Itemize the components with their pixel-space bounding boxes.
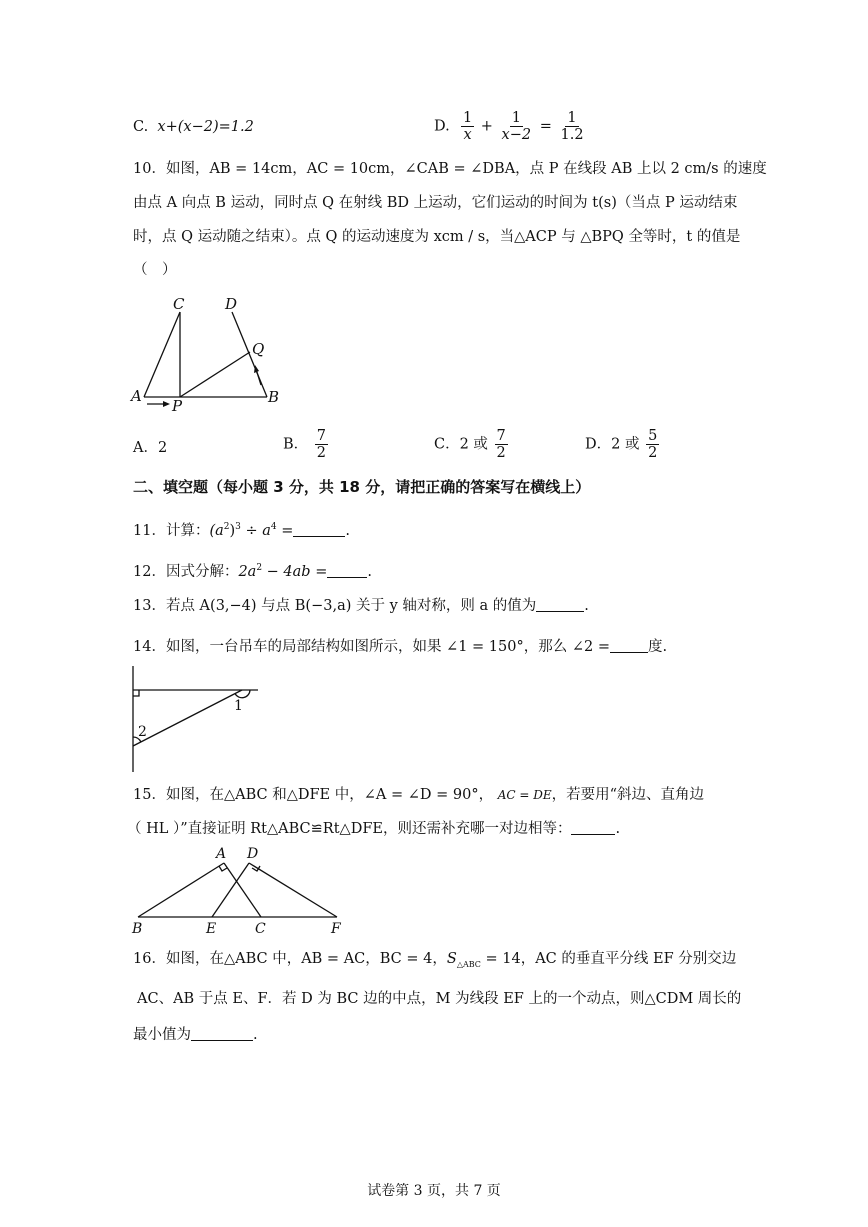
label-b: B <box>132 921 143 937</box>
q16-line-3 <box>133 1024 258 1046</box>
angle-2-label: 2 <box>138 724 147 740</box>
q11-expr: ) <box>229 522 236 539</box>
fraction <box>558 110 585 143</box>
q10-option-b <box>283 428 330 461</box>
label-d: D <box>247 846 259 862</box>
q9-option-d <box>434 110 588 143</box>
q12-expr: 2a <box>238 563 257 580</box>
section-2-title: 二、填空题（每小题 3 分，共 18 分，请把正确的答案写在横线上） <box>133 478 591 496</box>
segment-df <box>249 863 337 917</box>
denominator: 2 <box>648 445 658 461</box>
q10-figure <box>128 290 288 415</box>
label-c: C <box>255 921 266 937</box>
denominator: 1.2 <box>560 127 584 143</box>
q10-line-3: 时，点 Q 运动随之结束）。点 Q 的运动速度为 xcm / s，当△ACP 与 △BPQ 全等时，t 的值是 <box>133 229 741 245</box>
q11-prefix: 11．计算： <box>133 522 210 539</box>
angle-1-label: 1 <box>234 698 243 714</box>
q15-line-1 <box>133 784 704 806</box>
q12 <box>133 557 372 583</box>
q15-figure <box>128 843 348 938</box>
q14 <box>133 636 667 658</box>
option-label: C．2 或 <box>434 436 488 453</box>
q9-option-c-expr: x+(x−2)=1.2 <box>157 119 254 135</box>
numerator: 7 <box>316 428 326 444</box>
q13 <box>133 595 589 617</box>
q15-condition: AC = DE <box>497 788 552 802</box>
q10-line-2: 由点 A 向点 B 运动，同时点 Q 在射线 BD 上运动，它们运动的时间为 t(s)（当点 P 运动结束 <box>133 195 738 211</box>
exponent: 2 <box>223 522 230 532</box>
numerator: 7 <box>496 428 506 444</box>
q15-end: . <box>615 821 621 837</box>
label-c: C <box>173 295 185 313</box>
q9-option-c-label: C. <box>133 119 149 135</box>
angle-1-arc <box>235 690 250 698</box>
q14-text: 14．如图，一台吊车的局部结构如图所示，如果 ∠1 = 150°，那么 ∠2 = <box>133 639 610 655</box>
q13-text: 13．若点 A(3,−4) 与点 B(−3,a) 关于 y 轴对称，则 a 的值为 <box>133 598 537 614</box>
diagonal-beam <box>133 690 242 746</box>
label-d: D <box>225 295 238 313</box>
segment-ac <box>224 863 261 917</box>
q9-option-c <box>133 116 254 138</box>
q13-end: . <box>584 598 589 614</box>
label-b: B <box>268 388 280 406</box>
q16-text: 16．如图，在△ABC 中，AB = AC，BC = 4， <box>133 951 447 967</box>
q16-area-symbol: S <box>446 951 457 967</box>
q10-option-a: A．2 <box>133 440 168 456</box>
denominator: 2 <box>496 445 506 461</box>
q11-expr: (a <box>209 522 224 539</box>
answer-blank[interactable] <box>327 563 367 578</box>
exponent: 4 <box>270 522 277 532</box>
arrow-p-head <box>163 401 170 407</box>
fraction <box>315 428 328 461</box>
q14-end: 度. <box>647 639 668 655</box>
q16-text: = 14，AC 的垂直平分线 EF 分别交边 <box>480 951 737 967</box>
fraction <box>500 110 534 143</box>
label-q: Q <box>252 340 265 358</box>
denominator: x−2 <box>501 127 532 143</box>
answer-blank[interactable] <box>191 1026 253 1041</box>
fraction <box>461 110 474 143</box>
answer-blank[interactable] <box>536 597 584 612</box>
operator: + <box>480 118 493 135</box>
q15-text: （ HL ）”直接证明 Rt△ABC≌Rt△DFE，则还需补充哪一对边相等： <box>127 821 572 837</box>
q14-figure <box>128 664 268 776</box>
label-p: P <box>172 397 183 415</box>
q15-text: 15．如图，在△ABC 和△DFE 中，∠A = ∠D = 90°， <box>133 787 494 803</box>
fraction <box>646 428 659 461</box>
numerator: 1 <box>567 110 577 126</box>
fraction <box>495 428 508 461</box>
label-e: E <box>206 921 217 937</box>
numerator: 1 <box>511 110 521 126</box>
denominator: 2 <box>316 445 326 461</box>
q12-prefix: 12．因式分解： <box>133 563 239 580</box>
q11-end: . <box>345 522 351 539</box>
page-footer: 试卷第 3 页，共 7 页 <box>367 1183 501 1199</box>
q16-text: 最小值为 <box>133 1027 191 1043</box>
denominator: x <box>463 127 472 143</box>
q10-line-1: 10．如图，AB = 14cm，AC = 10cm，∠CAB = ∠DBA，点 P 在线段 AB 上以 2 cm/s 的速度 <box>133 161 767 177</box>
q11-expr: ÷ a <box>240 522 271 539</box>
numerator: 1 <box>462 110 473 126</box>
option-label: B． <box>283 436 309 453</box>
q10-option-d <box>585 428 661 461</box>
label-a: A <box>131 387 142 405</box>
segment-ac <box>144 312 180 397</box>
q12-expr: − 4ab = <box>262 563 328 580</box>
q10-line-4: （ ） <box>133 262 177 278</box>
q16-line-2: AC、AB 于点 E、F．若 D 为 BC 边的中点，M 为线段 EF 上的一个动点，则△CDM 周长的 <box>137 991 742 1007</box>
segment-pq <box>180 352 250 397</box>
segment-ba <box>138 863 224 917</box>
q16-area-subscript: △ABC <box>456 960 481 969</box>
q10-option-c <box>434 428 510 461</box>
q11-eq: = <box>276 522 294 539</box>
q9-option-d-label: D. <box>434 118 450 135</box>
answer-blank[interactable] <box>293 522 345 537</box>
q12-end: . <box>367 563 372 580</box>
q16-line-1 <box>133 948 736 976</box>
label-f: F <box>331 921 341 937</box>
answer-blank[interactable] <box>610 638 648 653</box>
q16-end: . <box>253 1027 258 1043</box>
numerator: 5 <box>648 428 658 444</box>
segment-ed <box>212 863 249 917</box>
q15-text: ，若要用“斜边、直角边 <box>551 787 705 803</box>
exponent: 3 <box>235 522 241 532</box>
q11 <box>133 516 350 542</box>
operator: = <box>539 118 552 135</box>
answer-blank[interactable] <box>571 820 615 835</box>
q15-line-2 <box>127 818 620 840</box>
label-a: A <box>216 846 227 862</box>
exponent: 2 <box>256 563 263 573</box>
right-angle-mark <box>133 690 139 696</box>
option-label: D．2 或 <box>585 436 640 453</box>
